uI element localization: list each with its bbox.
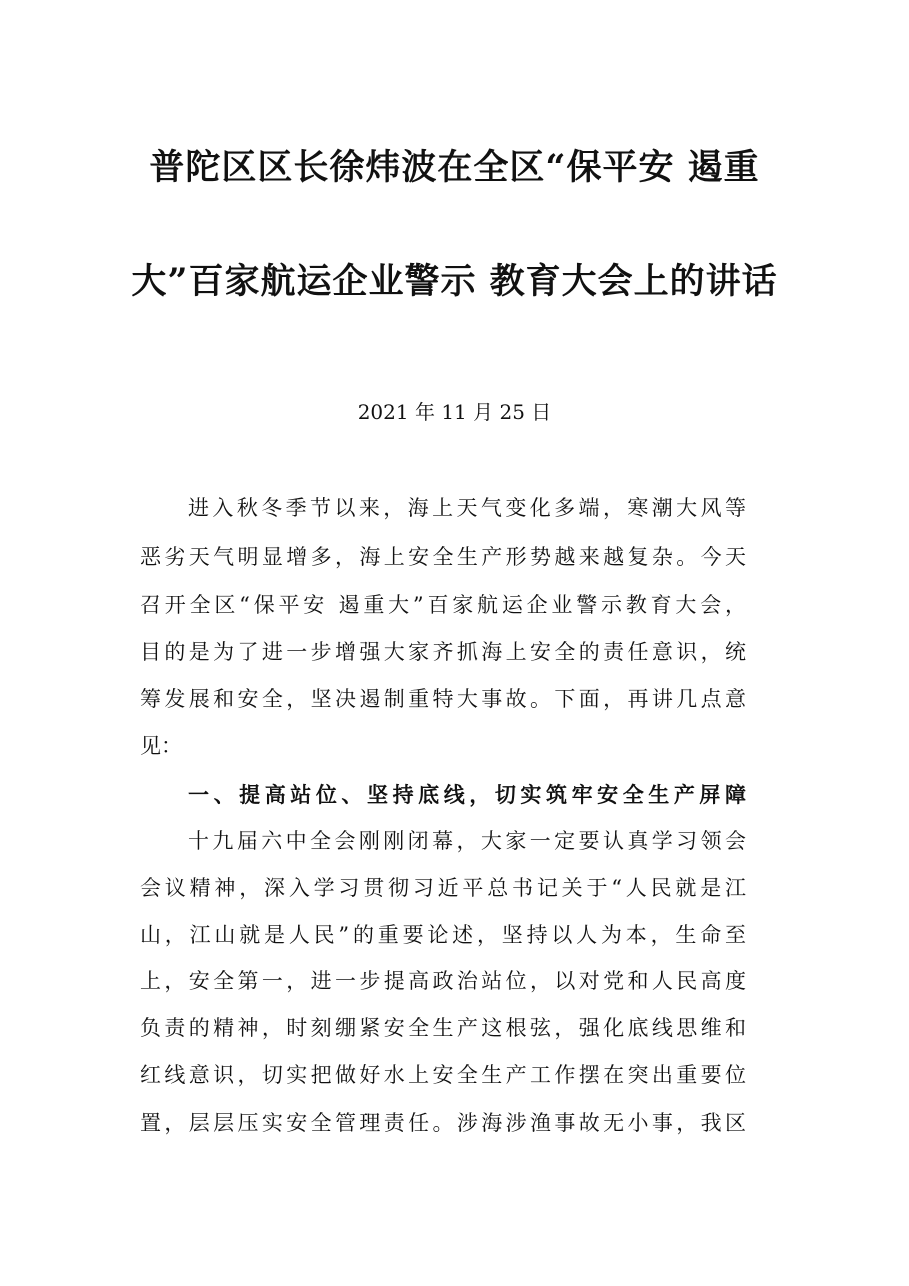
document-title-line-2: 大”百家航运企业警示 教育大会上的讲话: [131, 261, 778, 302]
paragraph-line: 红线意识，切实把做好水上安全生产工作摆在突出重要位: [140, 1063, 746, 1087]
section-heading: 一、提高站位、坚持底线，切实筑牢安全生产屏障: [188, 782, 746, 807]
paragraph-line: 筹发展和安全，坚决遏制重特大事故。下面，再讲几点意: [140, 687, 746, 711]
paragraph-line: 上，安全第一，进一步提高政治站位，以对党和人民高度: [140, 969, 746, 993]
paragraph-line: 目的是为了进一步增强大家齐抓海上安全的责任意识，统: [140, 640, 746, 664]
paragraph-line: 山，江山就是人民”的重要论述，坚持以人为本，生命至: [140, 923, 746, 947]
paragraph-line: 召开全区“保平安 遏重大”百家航运企业警示教育大会，: [140, 593, 746, 617]
paragraph-line: 进入秋冬季节以来，海上天气变化多端，寒潮大风等: [188, 496, 746, 520]
document-date: 2021 年 11 月 25 日: [357, 400, 552, 424]
paragraph-line: 置，层层压实安全管理责任。涉海涉渔事故无小事，我区: [140, 1111, 746, 1135]
paragraph-line: 恶劣天气明显增多，海上安全生产形势越来越复杂。今天: [140, 545, 746, 569]
paragraph-line: 见：: [140, 734, 182, 758]
paragraph-line: 会议精神，深入学习贯彻习近平总书记关于“人民就是江: [140, 876, 746, 900]
paragraph-line: 负责的精神，时刻绷紧安全生产这根弦，强化底线思维和: [140, 1016, 746, 1040]
document-title-line-1: 普陀区区长徐炜波在全区“保平安 遏重: [149, 147, 760, 188]
paragraph-line: 十九届六中全会刚刚闭幕，大家一定要认真学习领会: [188, 829, 746, 853]
